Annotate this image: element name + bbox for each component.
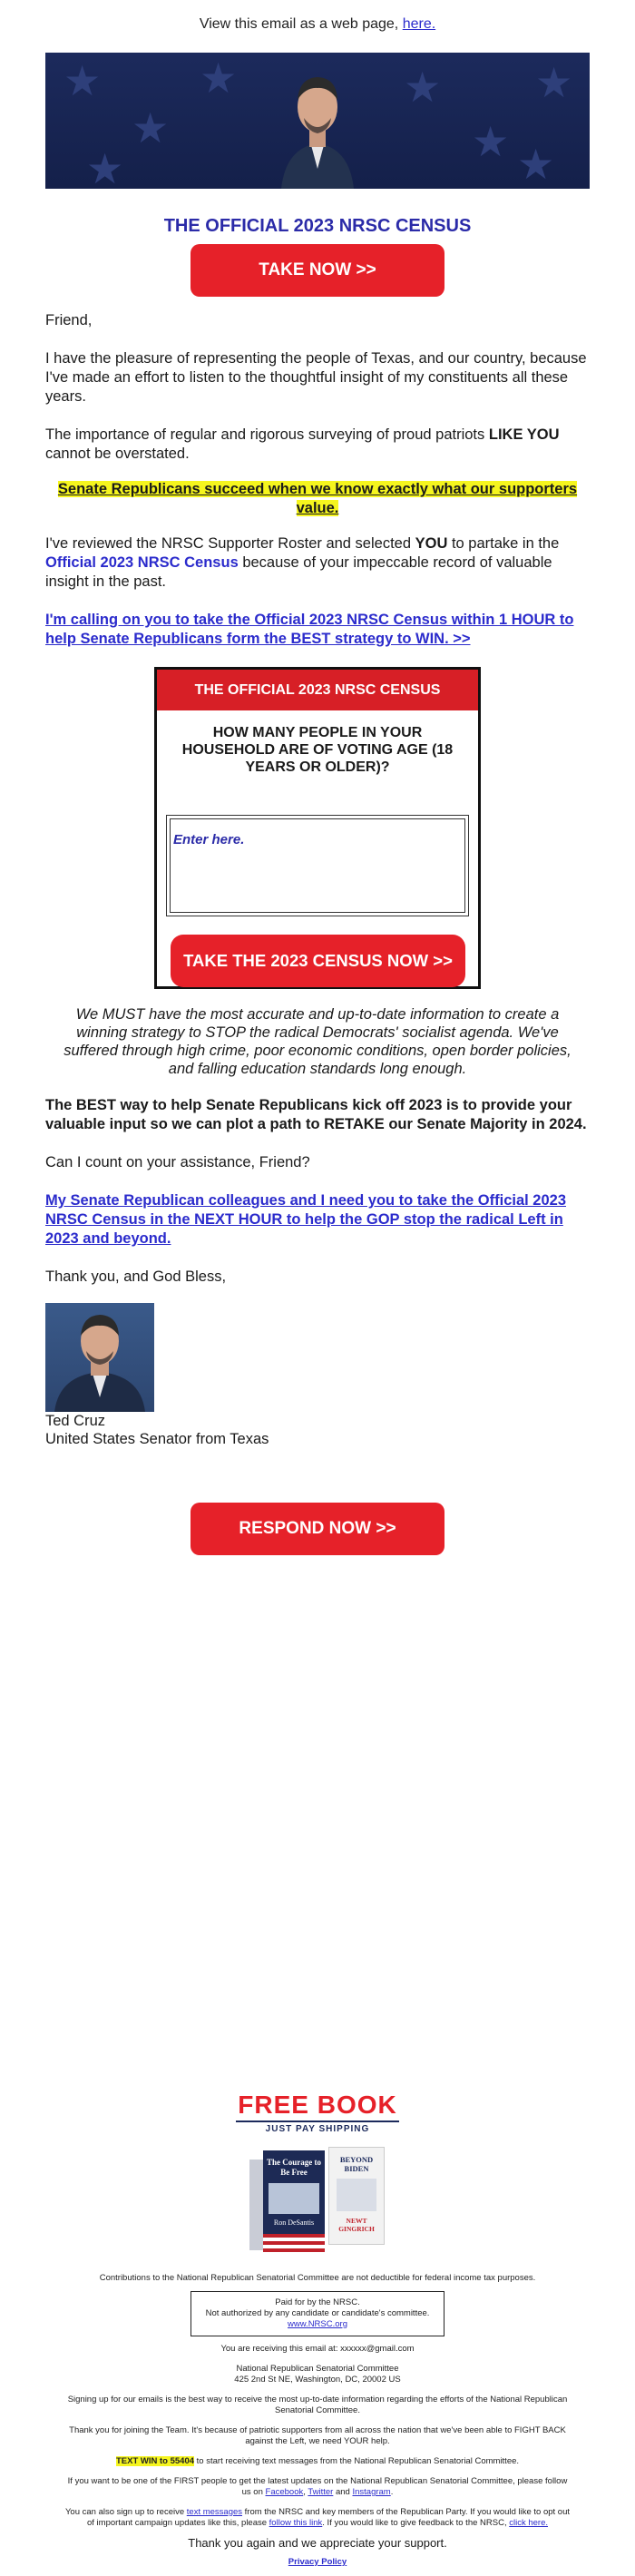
book-covers[interactable]	[245, 2143, 390, 2257]
author-photo	[337, 2179, 376, 2211]
senator-portrait-icon	[277, 62, 358, 189]
view-as-webpage-bar	[45, 0, 590, 36]
org-name: National Republican Senatorial Committee	[236, 2364, 399, 2374]
roster-paragraph: I've reviewed the NRSC Supporter Roster and selected YOU to partake in the Official 2023 NRSC Census because of your impeccable record of valuable insight in the past.	[45, 535, 560, 590]
contribution-notice: Contributions to the National Republican Senatorial Committee are not deductible for federal income tax purposes.	[99, 2273, 536, 2283]
star-icon: ★	[517, 141, 555, 188]
privacy-policy-row	[45, 2557, 590, 2568]
signature-name: Ted Cruz	[45, 1413, 106, 1429]
flag-stripes	[263, 2234, 325, 2252]
take-census-button[interactable]: TAKE THE 2023 CENSUS NOW >>	[171, 935, 465, 987]
instagram-link[interactable]: Instagram	[352, 2487, 391, 2497]
census-question: HOW MANY PEOPLE IN YOUR HOUSEHOLD ARE OF VOTING AGE (18 YEARS OR OLDER)?	[181, 725, 454, 775]
privacy-policy-link[interactable]: Privacy Policy	[288, 2557, 347, 2567]
receiving-email: You are receiving this email at: xxxxxx@gmail.com	[220, 2344, 415, 2354]
opt-out-note: You can also sign up to receive text messages from the NRSC and key members of the Republican Party. If you would like to opt out of important campaign updates like this, please follow this link. If you would like to give feedback to the NRSC, click here.	[64, 2507, 571, 2528]
text-win-note: TEXT WIN to 55404 to start receiving text messages from the National Republican Senatorial Committee.	[115, 2456, 520, 2466]
book-cover-gingrich: BEYOND BIDEN NEWT GINGRICH	[328, 2147, 385, 2245]
star-icon: ★	[132, 104, 170, 152]
hero-banner	[45, 53, 590, 189]
senator-headshot-icon	[45, 1303, 154, 1412]
star-icon: ★	[86, 145, 124, 189]
view-as-webpage-text: View this email as a web page,	[199, 16, 399, 32]
nrsc-website-link[interactable]: www.NRSC.org	[288, 2319, 347, 2329]
view-as-webpage-link[interactable]: here.	[402, 16, 436, 32]
twitter-link[interactable]: Twitter	[308, 2487, 334, 2497]
signing-up-note: Signing up for our emails is the best way to receive the most up-to-date information regarding the efforts of the National Republican Senatorial Committee.	[67, 2395, 568, 2415]
census-title: THE OFFICIAL 2023 NRSC CENSUS	[163, 216, 472, 236]
paid-for-box: Paid for by the NRSC. Not authorized by any candidate or candidate's committee. www.NRSC.org	[190, 2291, 444, 2336]
star-icon: ★	[200, 54, 238, 102]
signature-title: United States Senator from Texas	[45, 1431, 269, 1447]
free-book-subtitle: JUST PAY SHIPPING	[265, 2124, 370, 2134]
calling-link-paragraph	[45, 611, 590, 649]
colleagues-link[interactable]: My Senate Republican colleagues and I need you to take the Official 2023 NRSC Census in the NEXT HOUR to help the GOP stop the radical Left in 2023 and beyond.	[45, 1192, 567, 1247]
importance-paragraph: The importance of regular and rigorous surveying of proud patriots LIKE YOU cannot be overstated.	[45, 426, 560, 462]
join-team-note: Thank you for joining the Team. It's because of patriotic supporters from all across the nation that we've been able to FIGHT BACK against the Left, we need YOUR help.	[69, 2425, 566, 2446]
text-messages-link[interactable]: text messages	[186, 2507, 243, 2517]
census-input-frame	[166, 815, 469, 916]
free-book-title[interactable]: FREE BOOK	[238, 2091, 397, 2119]
footer	[45, 2091, 590, 2568]
highlighted-statement: Senate Republicans succeed when we know exactly what our supporters value.	[57, 481, 578, 516]
census-link[interactable]: I'm calling on you to take the Official 2023 NRSC Census within 1 HOUR to help Senate Republicans form the BEST strategy to WIN. >>	[45, 612, 574, 647]
author-photo	[269, 2183, 319, 2214]
census-box	[154, 667, 481, 989]
divider	[236, 2121, 399, 2122]
thanks-line: Thank you, and God Bless,	[45, 1268, 227, 1285]
social-follow-note: If you want to be one of the FIRST people to get the latest updates on the National Republican Senatorial Committee, please follow us on Facebook, Twitter and Instagram.	[67, 2476, 568, 2497]
intro-paragraph: I have the pleasure of representing the people of Texas, and our country, because I've made an effort to listen to the thoughtful insight of my constituents all these years.	[45, 350, 587, 405]
greeting: Friend,	[45, 312, 93, 328]
star-icon: ★	[404, 64, 442, 111]
bold-paragraph: The BEST way to help Senate Republicans kick off 2023 is to provide your valuable input so we can plot a path to RETAKE our Senate Majority in 2024.	[45, 1097, 587, 1132]
star-icon: ★	[472, 118, 510, 165]
feedback-link[interactable]: click here.	[509, 2518, 548, 2528]
facebook-link[interactable]: Facebook	[265, 2487, 304, 2497]
star-icon: ★	[535, 59, 573, 106]
org-address: 425 2nd St NE, Washington, DC, 20002 US	[234, 2375, 401, 2385]
italic-paragraph: We MUST have the most accurate and up-to-date information to create a winning strategy to STOP the radical Democrats' socialist agenda. We've suffered through high crime, poor economic conditions, open border policies, and falling education standards long enough.	[64, 1006, 572, 1077]
email-container	[45, 0, 590, 2567]
book-cover-desantis: The Courage to Be Free Ron DeSantis	[263, 2150, 325, 2252]
closing-thanks: Thank you again and we appreciate your support.	[188, 2536, 447, 2550]
colleagues-link-paragraph	[45, 1191, 590, 1249]
star-icon: ★	[64, 57, 102, 104]
unsubscribe-link[interactable]: follow this link	[269, 2518, 323, 2528]
signature-photo	[45, 1303, 154, 1412]
take-now-button[interactable]: TAKE NOW >>	[190, 244, 444, 297]
text-win-highlight: TEXT WIN to 55404	[115, 2456, 195, 2466]
census-box-header: THE OFFICIAL 2023 NRSC CENSUS	[157, 670, 478, 710]
assistance-question: Can I count on your assistance, Friend?	[45, 1154, 310, 1170]
census-answer-input[interactable]: Enter here.	[170, 818, 465, 913]
respond-now-button[interactable]: RESPOND NOW >>	[190, 1503, 444, 1555]
